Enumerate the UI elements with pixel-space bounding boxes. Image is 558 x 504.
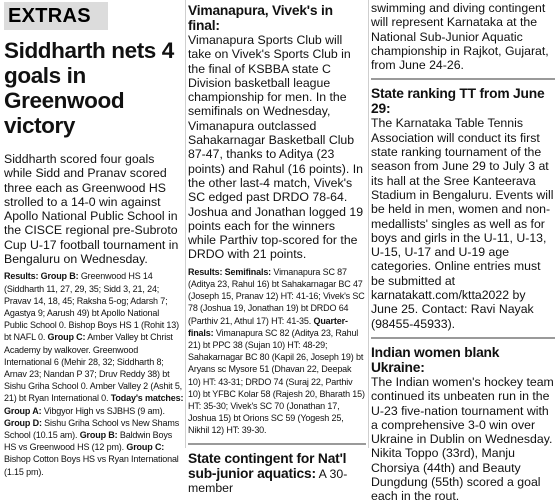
story1-headline: Siddharth nets 4 goals in Greenwood victory [4, 38, 174, 138]
story2-results [188, 266, 366, 437]
story4-headline: State ranking TT from June 29: [371, 86, 545, 117]
story-separator [371, 78, 555, 80]
story5-body: The Indian women's hockey team continued its unbeaten run in the U-23 five-nation tournament with a comprehensive 3-0 win over Ukraine in Dublin on Wednesday. Nikita Toppo (33rd), Manju Chorsiya (44th) and Beauty Dungdung (55th) scored a goal each in the rout. [371, 374, 554, 504]
story2-body: Vimanapura Sports Club will take on Vivek's Sports Club in the final of KSBBA state C Division basketball league championship for men. In the semifinals on Wednesday, Vimanapura outclassed Sahakarnagar Basketball Club 87-47, thanks to Aditya (23 points) and Rahul (16 points). In the other last-4 match, Vivek's SC edged past DRDO 78-64. Joshua and Jonathan logged 19 points each for the winners while Parthiv top-scored for the DRDO with 21 points. [188, 33, 364, 262]
story-separator [188, 443, 366, 445]
semis-text: Vimanapura SC 87 (Aditya 23, Rahul 16) bt Sahakarnagar BC 47 (Joseph 15, Pranav 12) HT: 41-16; Vivek's SC 78 (Joshua 19, Jonathan 19) bt DRDO 64 (Parthiv 21, Athul 17) HT: 41-35. [188, 266, 365, 326]
column-middle [188, 0, 366, 495]
groupd-text: Sishu Griha School vs New Shams School (10.15 am). [4, 417, 180, 441]
story3-lead [188, 451, 366, 496]
groupc-label: Group C: [47, 332, 86, 343]
column-right [371, 0, 555, 504]
story3-body-start: A 30-member [188, 466, 348, 496]
story3-body-cont: swimming and diving contingent will represent Karnataka at the National Sub-Junior Aquatic championship in Rajkot, Gujarat, from June 24-26. [371, 1, 549, 73]
results-text: Greenwood HS 14 (Siddharth 11, 27, 29, 35; Sidd 3, 21, 24; Pravav 14, 18, 45; Raksha 5-og; Adarsh 7; Agastya 9; Aarush 49) bt Apollo National Public School 0. Bishop Boys HS 1 (Rohit 13) bt NAFL 0. [4, 271, 179, 343]
story3-headline: State contingent for Nat'l sub-junior aquatics: [188, 450, 347, 481]
column-divider-2 [368, 0, 369, 448]
groupb2-text: Baldwin Boys HS vs Greenwood HS (12 pm). [4, 430, 173, 453]
column-divider-1 [185, 0, 186, 448]
story-separator [371, 337, 555, 339]
groupc2-label: Group C: [126, 442, 165, 453]
story4-body: The Karnataka Table Tennis Association will conduct its first state ranking tournament of the season from June 29 to July 3 at its hall at the Sree Kanteerava Stadium in Bengaluru. Events will be held in men, women and non-medallists' singles as well as for boys and girls in the U-11, U-13, U-15, U-17 and U-19 age categories. Online entries must be submitted at karnatakatt.com/ktta2022 by June 25. Contact: Ravi Nayak (98455-45933). [371, 116, 554, 331]
groupd-label: Group D: [4, 417, 42, 428]
column-left [4, 0, 184, 478]
story2-headline: Vimanapura, Vivek's in final: [188, 3, 333, 33]
groupc-text: Amber Valley bt Christ Academy by walkover. Greenwood International 6 (Mehir 28, 32; Siddharth 8; Arnav 23; Nandan P 37; Druv Reddy 38) bt Sishu Griha School 0. Amber Valley 2 (Ashit 5, 21) bt Ryan International 0. [4, 332, 183, 404]
groupb2-label: Group B: [79, 430, 118, 441]
today-text: Vibgyor High vs SJBHS (9 am). [43, 405, 165, 416]
today-label: Today's matches: Group A: [4, 393, 184, 416]
groupc2-text: Bishop Cotton Boys HS vs Ryan International (1.15 pm). [4, 454, 179, 477]
story1-lede: Siddharth scored four goals while Sidd and Pranav scored three each as Greenwood HS strolled to a 14-0 win against Apollo National Public School in the CISCE regional pre-Subroto Cup U-17 football tournament in Bengaluru on Wednesday. [4, 152, 179, 267]
story1-results [4, 270, 184, 477]
results-label: Results: Group B: [4, 271, 79, 282]
story5-headline: Indian women blank Ukraine: [371, 344, 500, 375]
section-label: EXTRAS [4, 2, 108, 30]
qf-text: Vimanapura SC 82 (Aditya 23, Rahul 21) bt PPC 38 (Sujan 10) HT: 48-29; Sahakarnagar BC 80 (Kapil 26, Joseph 19) bt Aryans sc Mysore 51 (Dhavan 22, Deepak 10) HT: 43-31; DRDO 74 (Suraj 22, Parthiv 10) bt YFBC Kolar 58 (Rajesh 20, Bharath 15) HT: 35-30; Vivek's SC 70 (Jonathan 17, Joshua 15) bt Orions SC 59 (Yogesh 25, Nikhil 12) HT: 39-30. [188, 327, 365, 436]
qf-label: Quarter-finals: [188, 315, 348, 338]
semis-label: Results: Semifinals: [188, 266, 272, 277]
